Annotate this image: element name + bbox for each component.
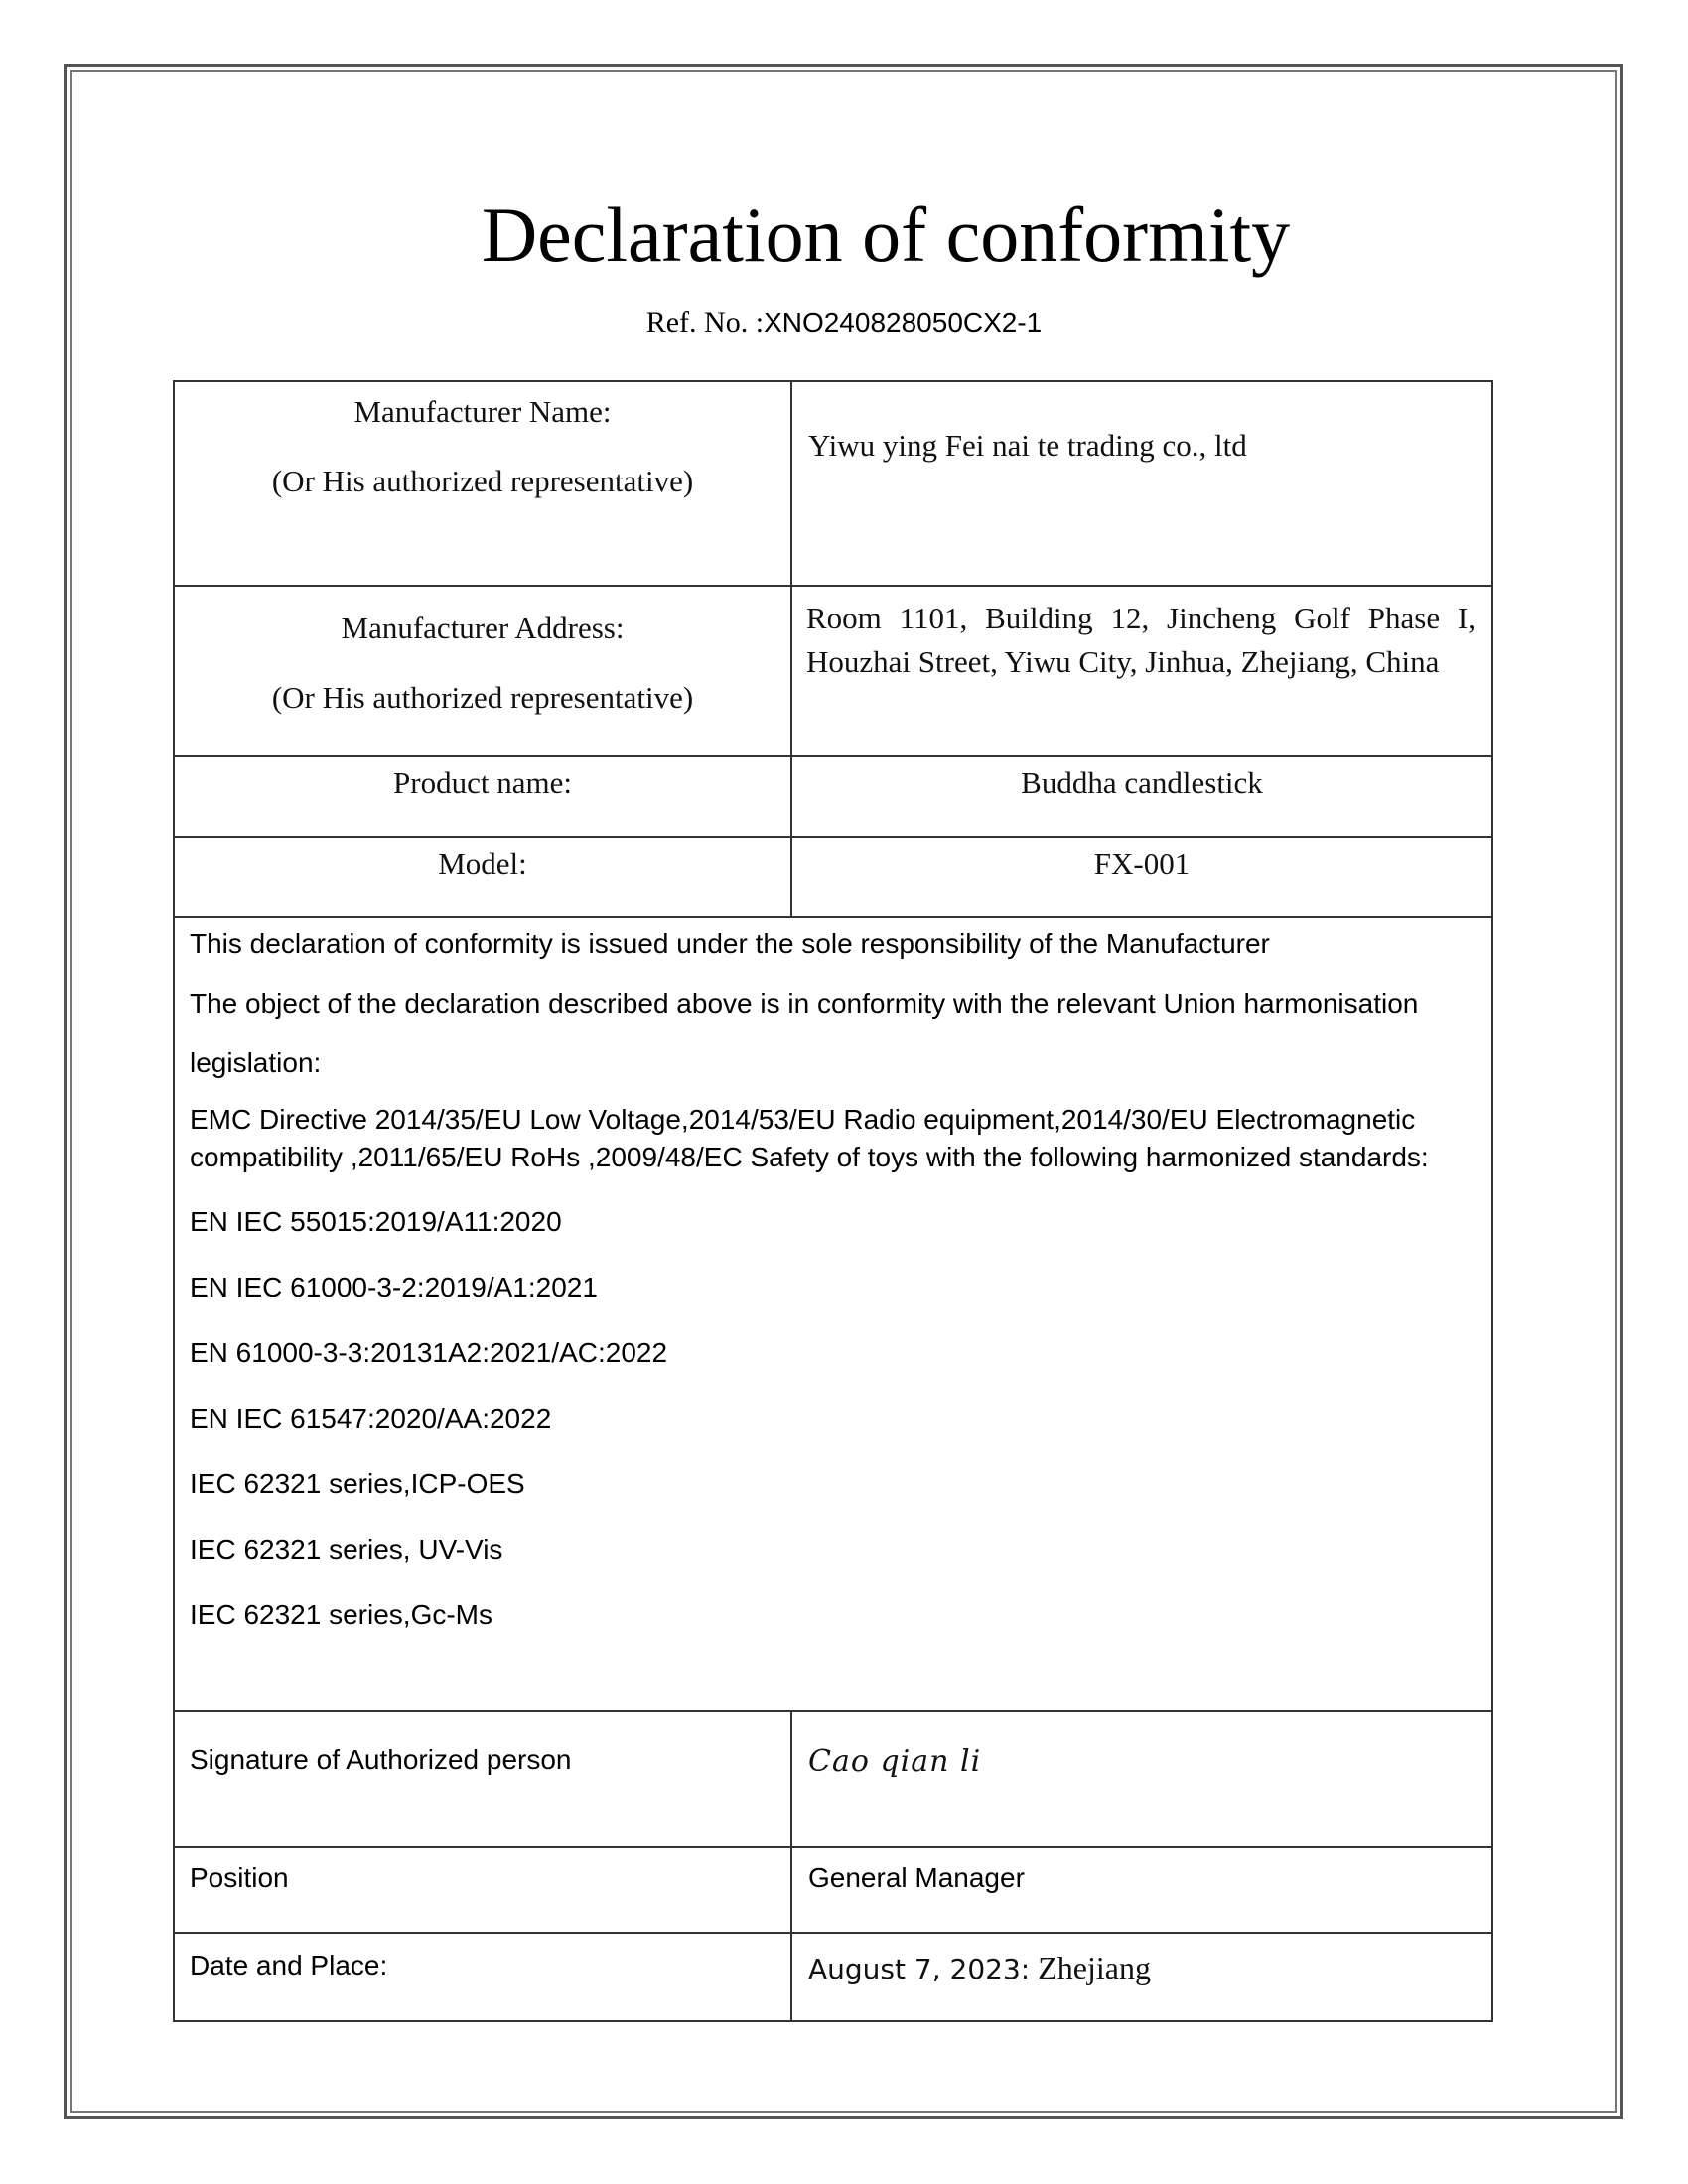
manufacturer-address-label-cell — [174, 586, 791, 756]
handwritten-signature: Cao qian li — [808, 1744, 982, 1779]
date-place-row — [174, 1933, 1492, 2021]
standard-item: IEC 62321 series, UV-Vis — [190, 1534, 503, 1565]
declaration-line-3: legislation: — [190, 1047, 322, 1078]
standard-item: EN IEC 55015:2019/A11:2020 — [190, 1206, 562, 1237]
manufacturer-name-row — [174, 381, 1492, 586]
manufacturer-address-label: Manufacturer Address: — [341, 611, 625, 645]
declaration-body-row — [174, 917, 1492, 1711]
declaration-body — [174, 917, 1492, 1711]
signature-cell — [791, 1711, 1492, 1847]
position-label: Position — [174, 1847, 791, 1933]
manufacturer-address-value: Room 1101, Building 12, Jincheng Golf Phase I, Houzhai Street, Yiwu City, Jinhua, Zhejiang, China — [791, 586, 1492, 756]
manufacturer-name-label: Manufacturer Name: — [353, 394, 612, 429]
product-name-label: Product name: — [174, 756, 791, 837]
signature-label: Signature of Authorized person — [174, 1711, 791, 1847]
standard-item: EN IEC 61000-3-2:2019/A1:2021 — [190, 1272, 598, 1302]
reference-number — [0, 306, 1688, 340]
model-row — [174, 837, 1492, 917]
reference-value: XNO240828050CX2-1 — [764, 307, 1043, 338]
signature-row — [174, 1711, 1492, 1847]
standard-item: IEC 62321 series,Gc-Ms — [190, 1599, 492, 1630]
standard-item: EN 61000-3-3:20131A2:2021/AC:2022 — [190, 1337, 668, 1368]
declaration-line-1: This declaration of conformity is issued under the sole responsibility of the Manufacturer — [190, 928, 1270, 959]
date-value: August 7, 2023: — [808, 1953, 1031, 1985]
declaration-table — [173, 380, 1493, 2022]
manufacturer-address-row — [174, 586, 1492, 756]
document-title: Declaration of conformity — [481, 192, 1291, 278]
product-name-row — [174, 756, 1492, 837]
declaration-line-2: The object of the declaration described above is in conformity with the relevant Union harmonisation — [190, 988, 1419, 1019]
date-place-cell — [791, 1933, 1492, 2021]
manufacturer-address-sublabel: (Or His authorized representative) — [271, 680, 694, 715]
position-value: General Manager — [791, 1847, 1492, 1933]
reference-label: Ref. No. : — [645, 306, 765, 339]
place-value: Zhejiang — [1038, 1950, 1151, 1985]
model-value: FX-001 — [791, 837, 1492, 917]
manufacturer-name-label-cell — [174, 381, 791, 586]
position-row — [174, 1847, 1492, 1933]
product-name-value: Buddha candlestick — [791, 756, 1492, 837]
date-place-label: Date and Place: — [174, 1933, 791, 2021]
standard-item: EN IEC 61547:2020/AA:2022 — [190, 1403, 552, 1433]
standard-item: IEC 62321 series,ICP-OES — [190, 1468, 525, 1499]
manufacturer-name-sublabel: (Or His authorized representative) — [271, 464, 694, 498]
manufacturer-name-value: Yiwu ying Fei nai te trading co., ltd — [791, 381, 1492, 586]
model-label: Model: — [174, 837, 791, 917]
directives-text: EMC Directive 2014/35/EU Low Voltage,2014/53/EU Radio equipment,2014/30/EU Electromagnetic compatibility ,2011/65/EU RoHs ,2009/48/EC Safety of toys with the following harmonized standards: — [190, 1104, 1429, 1172]
